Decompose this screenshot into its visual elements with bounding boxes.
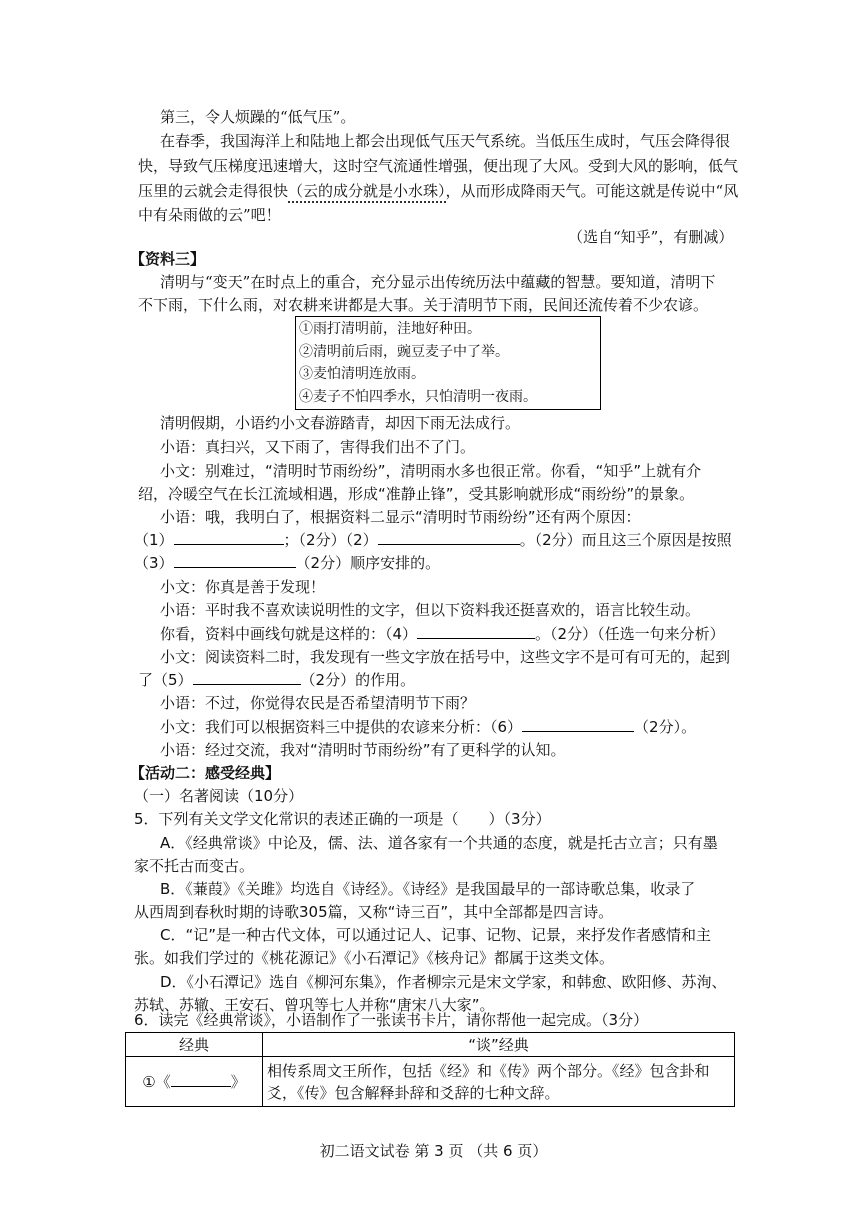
dialogue-text: ；（2分）（2）	[283, 531, 378, 549]
dialogue-text: 了（5）	[138, 671, 193, 689]
paragraph-line: 清明与“变天”在时点上的重合，充分显示出传统历法中蕴藏的智慧。要知道，清明下	[160, 273, 716, 291]
dialogue-line	[134, 552, 440, 574]
dialogue-line: 小文：阅读资料二时，我发现有一些文字放在括号中，这些文字不是可有可无的，起到	[160, 648, 731, 666]
question-6: 6．读完《经典常谈》，小语制作了一张读书卡片，请你帮他一起完成。（3分）	[134, 1011, 649, 1029]
dialogue-line	[138, 669, 415, 691]
classic-suffix: 》	[230, 1073, 246, 1091]
paragraph-line: 中有朵雨做的云”吧！	[138, 206, 281, 224]
dialogue-line: 清明假期，小语约小文春游踏青，却因下雨无法成行。	[160, 414, 521, 432]
dialogue-line: 小文：别难过，“清明时节雨纷纷”，清明雨水多也很正常。你看，“知乎”上就有介	[160, 462, 702, 480]
dialogue-line: 小文：你真是善于发现！	[160, 578, 326, 596]
paragraph-text: ，从而形成降雨天气。可能这就是传说中“风	[445, 182, 739, 200]
dialogue-line: 小语：真扫兴，又下雨了，害得我们出不了门。	[160, 438, 476, 456]
table-row	[126, 1057, 735, 1107]
material3-title: 【资料三】	[130, 250, 206, 268]
option-b: B．《蒹葭》《关雎》均选自《诗经》。《诗经》是我国最早的一部诗歌总集，收录了	[160, 880, 696, 898]
answer-blank-6[interactable]	[522, 717, 634, 732]
dialogue-line	[160, 716, 696, 738]
answer-blank-4[interactable]	[417, 624, 535, 639]
header-classic: 经典	[126, 1033, 263, 1057]
option-c: C．“记”是一种古代文体，可以通过记人、记事、记物、记景，来抒发作者感情和主	[160, 926, 712, 944]
dialogue-text: （2分）顺序安排的。	[295, 554, 441, 572]
part3-heading: 第三，令人烦躁的“低气压”。	[160, 108, 356, 126]
header-talk-classic: “谈”经典	[263, 1033, 735, 1057]
answer-blank-2[interactable]	[378, 530, 520, 545]
paragraph-line: 在春季，我国海洋上和陆地上都会出现低气压天气系统。当低压生成时，气压会降得很	[160, 132, 731, 150]
proverb-item: ②清明前后雨，豌豆麦子中了举。	[299, 343, 509, 360]
emphasized-text: （云的成分就是小水珠）	[288, 182, 446, 203]
option-d: D．《小石潭记》选自《柳河东集》，作者柳宗元是宋文学家，和韩愈、欧阳修、苏洵、	[160, 973, 727, 991]
paragraph-text: 压里的云就会走得很快	[138, 182, 289, 200]
description-line: 爻，《传》包含解释卦辞和爻辞的七种文辞。	[267, 1083, 560, 1102]
dialogue-text: 。（2分）（任选一句来分析）	[535, 625, 725, 643]
dialogue-line: 小语：哦，我明白了，根据资料二显示“清明时节雨纷纷”还有两个原因：	[160, 508, 641, 526]
reading-card-table	[125, 1032, 735, 1107]
dialogue-text: 小文：我们可以根据资料三中提供的农谚来分析：（6）	[160, 718, 523, 736]
dialogue-text: 。（2分）而且这三个原因是按照	[519, 531, 732, 549]
option-c-cont: 张。如我们学过的《桃花源记》《小石潭记》《核舟记》都属于这类文体。	[134, 949, 615, 967]
dialogue-line	[134, 529, 732, 551]
dialogue-text: 你看，资料中画线句就是这样的：（4）	[160, 625, 418, 643]
blank-number: （3）	[134, 554, 174, 572]
blank-number: （1）	[134, 531, 174, 549]
description-cell	[263, 1057, 735, 1107]
dialogue-line	[160, 623, 725, 645]
answer-blank-1[interactable]	[174, 530, 284, 545]
activity2-title: 【活动二：感受经典】	[130, 764, 281, 782]
dialogue-line: 小语：不过，你觉得农民是否希望清明节下雨？	[160, 694, 476, 712]
dialogue-line: 小语：经过交流，我对“清明时节雨纷纷”有了更科学的认知。	[160, 741, 566, 759]
proverb-item: ③麦怕清明连放雨。	[299, 366, 425, 382]
classic-cell	[126, 1057, 263, 1107]
source-note: （选自“知乎”，有删减）	[568, 228, 734, 246]
paragraph-line: 不下雨，下什么雨，对农耕来讲都是大事。关于清明节下雨，民间还流传着不少农谚。	[138, 296, 709, 314]
answer-blank-5[interactable]	[193, 670, 301, 685]
option-a-cont: 家不托古而变古。	[134, 857, 255, 875]
dialogue-line: 小语：平时我不喜欢读说明性的文字，但以下资料我还挺喜欢的，语言比较生动。	[160, 601, 701, 619]
answer-blank-classic[interactable]	[171, 1072, 231, 1087]
proverb-item: ④麦子不怕四季水，只怕清明一夜雨。	[299, 388, 537, 405]
description-line: 相传系周文王所作，包括《经》和《传》两个部分。《经》包含卦和	[267, 1061, 710, 1080]
page-footer: 初二语文试卷 第 3 页 （共 6 页）	[319, 1142, 548, 1160]
paragraph-line	[138, 180, 738, 202]
question-5: 5．下列有关文学文化常识的表述正确的一项是（ ）（3分）	[134, 810, 551, 828]
paragraph-line: 快，导致气压梯度迅速增大，这时空气流通性增强，便出现了大风。受到大风的影响，低气	[138, 157, 739, 175]
option-d-cont: 苏轼、苏辙、王安石、曾巩等七人并称“唐宋八大家”。	[134, 996, 495, 1014]
classic-prefix: ①《	[142, 1073, 171, 1091]
table-header-row	[126, 1033, 735, 1057]
section-subtitle: （一）名著阅读（10分）	[134, 787, 304, 805]
dialogue-text: （2分）。	[634, 718, 697, 736]
option-b-cont: 从西周到春秋时期的诗歌305篇，又称“诗三百”，其中全部都是四言诗。	[134, 903, 614, 921]
dialogue-text: （2分）的作用。	[300, 671, 416, 689]
proverb-box	[295, 316, 601, 410]
dialogue-line: 绍，冷暖空气在长江流域相遇，形成“准静止锋”，受其影响就形成“雨纷纷”的景象。	[138, 485, 695, 503]
proverb-item: ①雨打清明前，洼地好种田。	[299, 321, 481, 337]
answer-blank-3[interactable]	[174, 553, 296, 568]
option-a: A．《经典常谈》中论及，儒、法、道各家有一个共通的态度，就是托古立言；只有墨	[160, 834, 718, 852]
